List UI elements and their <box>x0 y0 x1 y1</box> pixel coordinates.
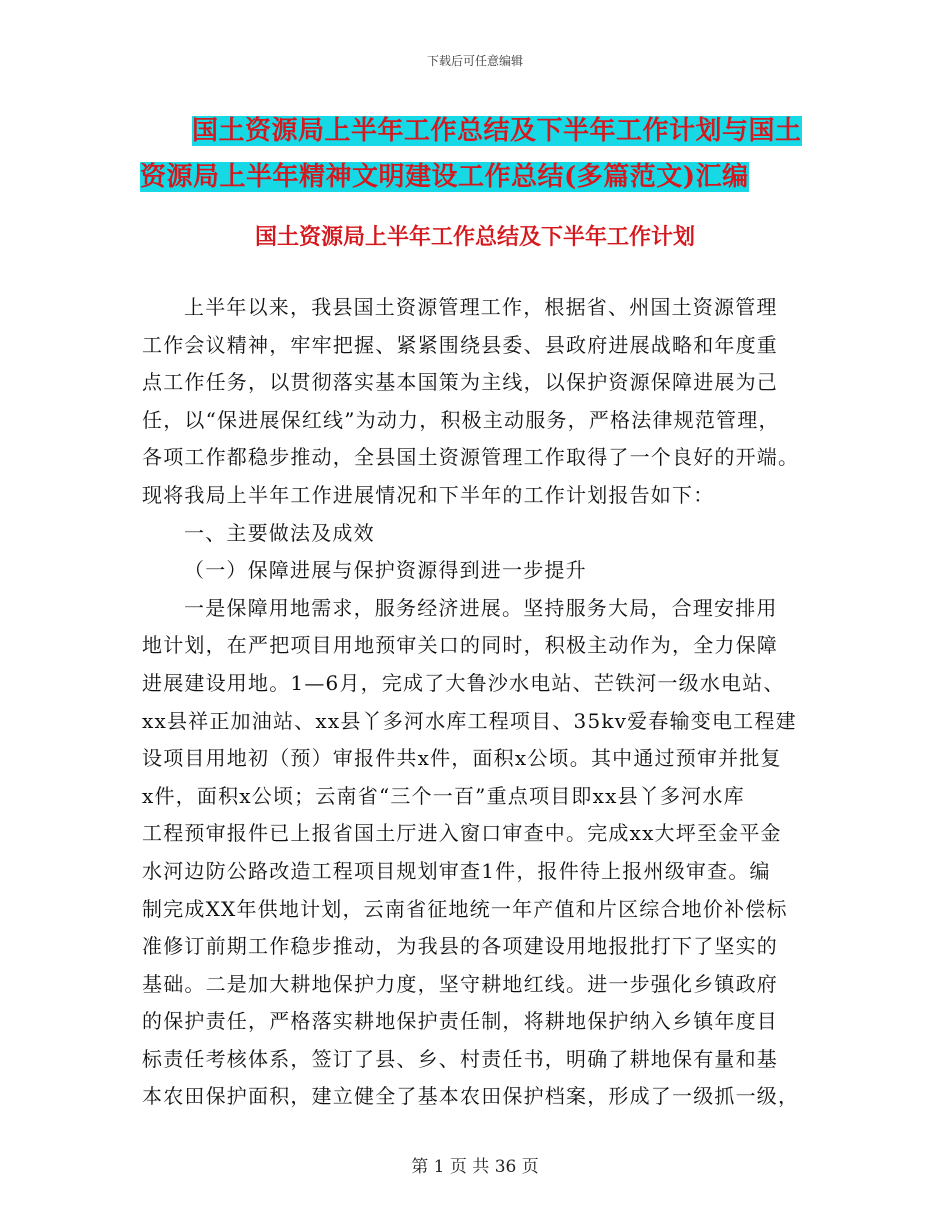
body-line: 点工作任务，以贯彻落实基本国策为主线，以保护资源保障进展为己 <box>142 370 778 395</box>
section-title: 国土资源局上半年工作总结及下半年工作计划 <box>254 224 695 250</box>
document-title <box>140 108 830 200</box>
body-line: 任，以“保进展保红线”为动力，积极主动服务，严格法律规范管理， <box>142 407 780 432</box>
body-line: 工作会议精神，牢牢把握、紧紧围绕县委、县政府进展战略和年度重 <box>142 332 778 357</box>
page-footer: 第 1 页 共 36 页 <box>411 1157 539 1177</box>
body-line: 基础。二是加大耕地保护力度，坚守耕地红线。进一步强化乡镇政府 <box>142 971 778 996</box>
body-line: 制完成XX年供地计划，云南省征地统一年产值和片区综合地价补偿标 <box>142 896 788 921</box>
body-line: 工程预审报件已上报省国土厅进入窗口审查中。完成xx大坪至金平金 <box>142 821 782 846</box>
title-line-2: 资源局上半年精神文明建设工作总结(多篇范文)汇编 <box>140 162 749 192</box>
body-line: 进展建设用地。1—6月，完成了大鲁沙水电站、芒铁河一级水电站、 <box>142 670 785 695</box>
body-line: x件，面积x公顷；云南省“三个一百”重点项目即xx县丫多河水库 <box>142 783 745 808</box>
body-line: 上半年以来，我县国土资源管理工作，根据省、州国土资源管理 <box>184 295 778 319</box>
heading-line: 一、主要做法及成效 <box>184 520 375 545</box>
heading-line: （一）保障进展与保护资源得到进一步提升 <box>184 558 587 583</box>
body-line: 的保护责任，严格落实耕地保护责任制，将耕地保护纳入乡镇年度目 <box>142 1009 778 1034</box>
header-note: 下载后可任意编辑 <box>426 54 523 68</box>
title-line-1: 国土资源局上半年工作总结及下半年工作计划与国土 <box>192 116 802 146</box>
body-line: 水河边防公路改造工程项目规划审查1件，报件待上报州级审查。编 <box>142 858 771 883</box>
body-line: 一是保障用地需求，服务经济进展。坚持服务大局，合理安排用 <box>184 595 778 620</box>
body-line: 准修订前期工作稳步推动，为我县的各项建设用地报批打下了坚实的 <box>142 934 778 959</box>
body-line: 设项目用地初（预）审报件共x件，面积x公顷。其中通过预审并批复 <box>142 746 782 771</box>
body-line: 现将我局上半年工作进展情况和下半年的工作计划报告如下： <box>142 482 715 507</box>
body-line: 标责任考核体系，签订了县、乡、村责任书，明确了耕地保有量和基 <box>142 1046 778 1071</box>
body-line: xx县祥正加油站、xx县丫多河水库工程项目、35kv爱春输变电工程建 <box>142 708 797 733</box>
body-line: 地计划，在严把项目用地预审关口的同时，积极主动作为，全力保障 <box>142 633 778 658</box>
body-text <box>142 289 814 1116</box>
body-line: 本农田保护面积，建立健全了基本农田保护档案，形成了一级抓一级， <box>142 1084 800 1109</box>
body-line: 各项工作都稳步推动，全县国土资源管理工作取得了一个良好的开端。 <box>142 445 800 470</box>
